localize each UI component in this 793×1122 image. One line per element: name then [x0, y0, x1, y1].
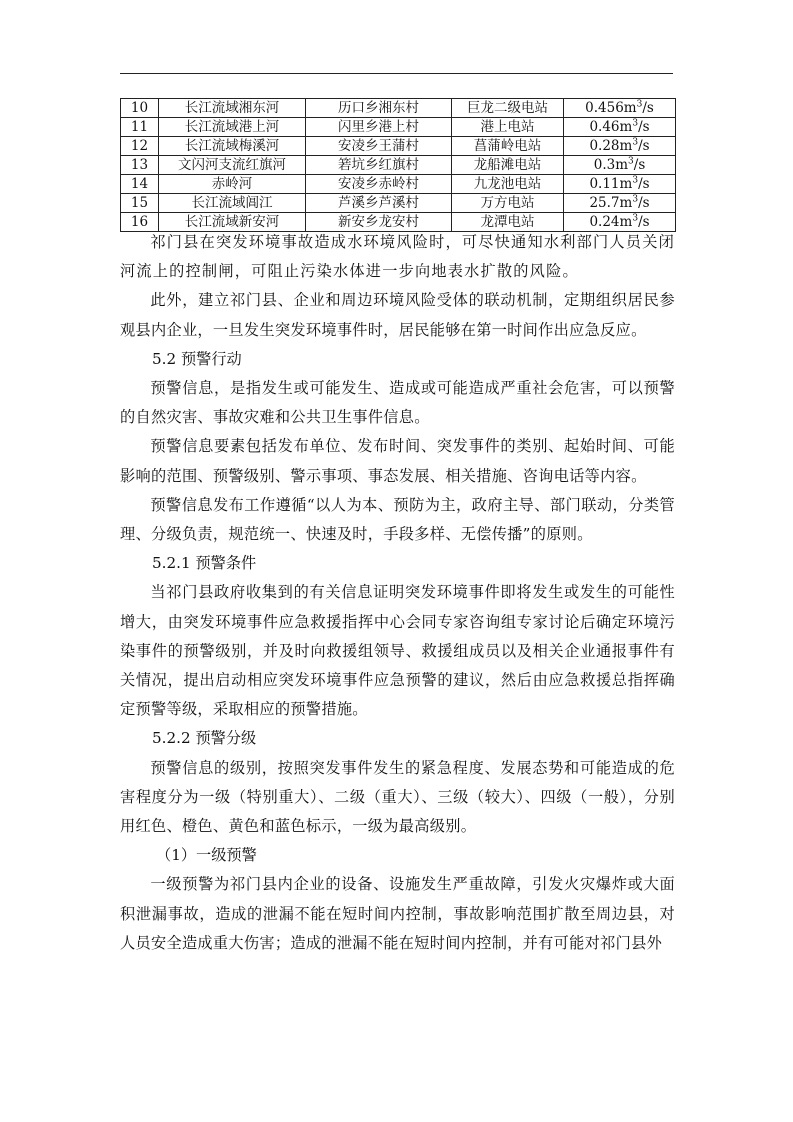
flow-rate-cell	[564, 99, 676, 118]
unit-exponent: 3	[636, 99, 643, 110]
row-number-cell: 10	[121, 99, 159, 118]
row-number-cell: 12	[121, 137, 159, 156]
unit-suffix: /s	[633, 157, 646, 173]
unit-suffix: /s	[638, 119, 650, 135]
power-station-cell: 港上电站	[452, 118, 564, 137]
village-cell: 芦溪乡芦溪村	[306, 194, 452, 213]
flow-rate-cell	[564, 118, 676, 137]
section-heading-5-2: 5.2 预警行动	[152, 349, 242, 368]
power-station-cell: 万方电站	[452, 194, 564, 213]
power-station-cell: 巨龙二级电站	[452, 99, 564, 118]
paragraph-warning-definition: 预警信息，是指发生或可能发生、造成或可能造成严重社会危害，可以预警的自然灾害、事故灾难和公共卫生事件信息。	[120, 379, 675, 427]
flow-value: 0.3m	[593, 157, 629, 173]
power-station-cell: 九龙池电站	[452, 175, 564, 194]
section-heading-5-2-2: 5.2.2 预警分级	[152, 729, 257, 748]
row-number-cell: 15	[121, 194, 159, 213]
flow-value: 0.46m	[589, 119, 633, 135]
river-basin-cell: 长江流域港上河	[159, 118, 306, 137]
table-row	[121, 156, 676, 175]
unit-suffix: /s	[638, 176, 650, 192]
flow-value: 25.7m	[589, 195, 633, 211]
paragraph-warning-conditions: 当祁门县政府收集到的有关信息证明突发环境事件即将发生或发生的可能性增大，由突发环境事件应急救援指挥中心会同专家咨询组专家讨论后确定环境污染事件的预警级别，并及时向救援组领导、救援组成员以及相关企业通报事件有关情况，提出启动相应突发环境事件应急预警的建议，然后由应急救援总指挥确定预警等级，采取相应的预警措施。	[120, 583, 675, 719]
village-cell: 历口乡湘东村	[306, 99, 452, 118]
row-number-cell: 16	[121, 213, 159, 232]
table-row	[121, 175, 676, 194]
unit-exponent: 3	[632, 194, 639, 205]
paragraph-warning-levels: 预警信息的级别，按照突发事件发生的紧急程度、发展态势和可能造成的危害程度分为一级（特别重大）、二级（重大）、三级（较大）、四级（一般），分别用红色、橙色、黄色和蓝色标示，一级为最高级别。	[120, 758, 675, 836]
subheading-level-one-warning: （1）一级预警	[156, 846, 257, 865]
header-rule	[120, 73, 673, 74]
unit-suffix: /s	[638, 195, 650, 211]
document-body	[120, 228, 675, 958]
flow-value: 0.28m	[589, 138, 633, 154]
unit-exponent: 3	[632, 137, 639, 148]
village-cell: 箬坑乡红旗村	[306, 156, 452, 175]
paragraph-level-one-warning: 一级预警为祁门县内企业的设备、设施发生严重故障，引发火灾爆炸或大面积泄漏事故，造成的泄漏不能在短时间内控制，事故影响范围扩散至周边县，对人员安全造成重大伤害；造成的泄漏不能在短时间内控制，并有可能对祁门县外	[120, 875, 675, 952]
table-row	[121, 137, 676, 156]
paragraph-warning-principles: 预警信息发布工作遵循“以人为本、预防为主，政府主导、部门联动，分类管理、分级负责，规范统一、快速及时，手段多样、无偿传播”的原则。	[120, 495, 675, 544]
unit-suffix: /s	[638, 138, 650, 154]
flow-rate-cell	[564, 175, 676, 194]
flow-value: 0.11m	[589, 176, 633, 192]
paragraph-water-risk: 祁门县在突发环境事故造成水环境风险时，可尽快通知水利部门人员关闭河流上的控制闸，可阻止污染水体进一步向地表水扩散的风险。	[120, 233, 675, 281]
river-basin-cell: 长江流域湘东河	[159, 99, 306, 118]
unit-exponent: 3	[632, 175, 639, 186]
table-row	[121, 118, 676, 137]
power-station-cell: 龙船滩电站	[452, 156, 564, 175]
village-cell: 安凌乡赤岭村	[306, 175, 452, 194]
flow-value: 0.24m	[589, 214, 633, 230]
power-station-cell: 菖蒲岭电站	[452, 137, 564, 156]
village-cell: 闪里乡港上村	[306, 118, 452, 137]
row-number-cell: 11	[121, 118, 159, 137]
flow-rate-cell	[564, 137, 676, 156]
table-body	[121, 99, 676, 232]
river-basin-cell: 赤岭河	[159, 175, 306, 194]
river-basin-cell: 长江流域阊江	[159, 194, 306, 213]
table-row	[121, 99, 676, 118]
paragraph-linkage-mechanism: 此外，建立祁门县、企业和周边环境风险受体的联动机制，定期组织居民参观县内企业，一旦发生突发环境事件时，居民能够在第一时间作出应急反应。	[120, 291, 675, 339]
river-basin-cell: 文闪河支流红旗河	[159, 156, 306, 175]
unit-suffix: /s	[642, 100, 654, 116]
village-cell: 安凌乡王蒲村	[306, 137, 452, 156]
unit-suffix: /s	[638, 214, 650, 230]
power-station-cell: 龙潭电站	[452, 213, 564, 232]
row-number-cell: 13	[121, 156, 159, 175]
unit-exponent: 3	[632, 213, 639, 224]
row-number-cell: 14	[121, 175, 159, 194]
unit-exponent: 3	[632, 118, 639, 129]
flow-rate-cell	[564, 194, 676, 213]
section-heading-5-2-1: 5.2.1 预警条件	[152, 554, 257, 573]
river-basin-cell: 长江流域新安河	[159, 213, 306, 232]
table-row	[121, 194, 676, 213]
unit-exponent: 3	[628, 156, 634, 167]
river-basin-cell: 长江流域梅溪河	[159, 137, 306, 156]
village-cell: 新安乡龙安村	[306, 213, 452, 232]
paragraph-warning-elements: 预警信息要素包括发布单位、发布时间、突发事件的类别、起始时间、可能影响的范围、预警级别、警示事项、事态发展、相关措施、咨询电话等内容。	[120, 437, 675, 485]
flow-value: 0.456m	[585, 100, 637, 116]
hydropower-station-table	[120, 98, 676, 232]
flow-rate-cell	[564, 156, 676, 175]
